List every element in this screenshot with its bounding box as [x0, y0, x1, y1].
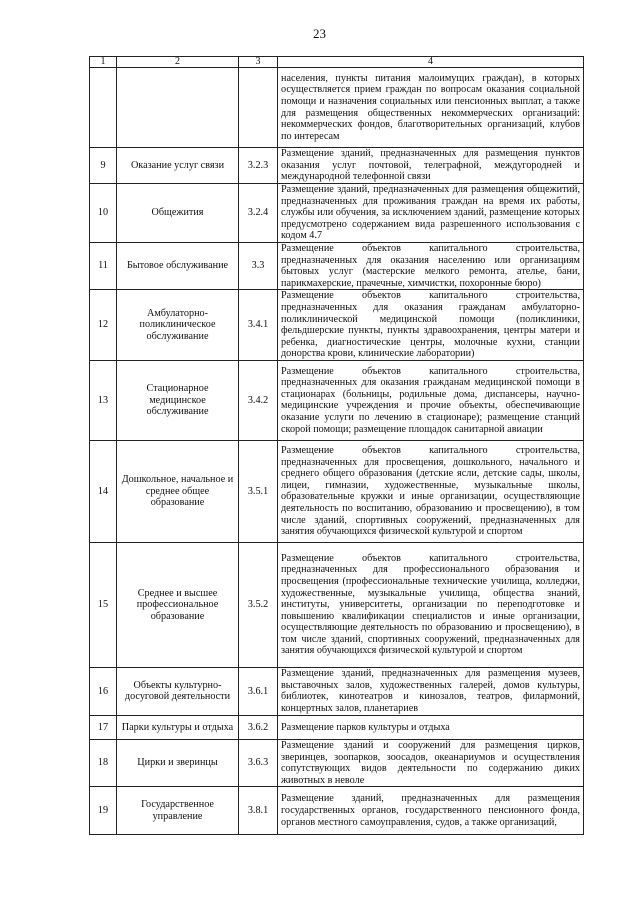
- row-number: 16: [90, 667, 117, 715]
- row-use-name: Стационарное медицинское обслуживание: [117, 360, 239, 440]
- row-use-name: Парки культуры и отдыха: [117, 715, 239, 739]
- row-number: 9: [90, 148, 117, 184]
- row-use-code: 3.4.2: [239, 360, 278, 440]
- header-row: [90, 57, 584, 68]
- row-description: Размещение зданий и сооружений для размещения цирков, зверинцев, зоопарков, зоосадов, океанариумов и осуществления сопутствующих видов деятельности по содержанию диких животных в неволе: [278, 739, 584, 786]
- row-description: населения, пункты питания малоимущих граждан), в которых осуществляется прием граждан по вопросам оказания социальной помощи и назначения социальных или пенсионных выплат, а также для размещения общественных некоммерческих организаций: некоммерческих фондов, благотворительных организаций, клубов по интересам: [278, 68, 584, 148]
- page-number: 23: [313, 26, 326, 41]
- row-number: 15: [90, 542, 117, 667]
- table-row: [90, 667, 584, 715]
- row-number: 11: [90, 242, 117, 289]
- row-use-code: 3.8.1: [239, 787, 278, 835]
- row-number: 12: [90, 290, 117, 361]
- row-description: Размещение зданий, предназначенных для размещения общежитий, предназначенных для проживания граждан на время их работы, службы или обучения, за исключением зданий, размещение которых предусмотрено содержанием вида разрешенного использования с кодом 4.7: [278, 184, 584, 243]
- row-description: Размещение зданий, предназначенных для размещения государственных органов, государственного пенсионного фонда, органов местного самоуправления, судов, а также организаций,: [278, 787, 584, 835]
- table-row: [90, 440, 584, 542]
- table-row: [90, 360, 584, 440]
- header-cell-num: 1: [90, 57, 117, 68]
- row-use-name: Общежития: [117, 184, 239, 243]
- row-description: Размещение объектов капитального строительства, предназначенных для профессионального образования и просвещения (профессиональные технические училища, колледжи, художественные, музыкальные училища, общества знаний, институты, университеты, организации по переподготовке и повышению квалификации специалистов и иные организации, осуществляющие деятельность по образованию и просвещению), в том числе зданий, спортивных сооружений, предназначенных для занятия обучающихся физической культурой и спортом: [278, 542, 584, 667]
- row-use-code: 3.6.3: [239, 739, 278, 786]
- row-use-code: 3.2.3: [239, 148, 278, 184]
- table-row: [90, 715, 584, 739]
- row-use-code: 3.5.1: [239, 440, 278, 542]
- row-use-name: Государственное управление: [117, 787, 239, 835]
- row-use-code: [239, 68, 278, 148]
- row-use-name: Цирки и зверинцы: [117, 739, 239, 786]
- row-use-code: 3.4.1: [239, 290, 278, 361]
- row-number: 17: [90, 715, 117, 739]
- table-row: [90, 68, 584, 148]
- row-description: Размещение объектов капитального строительства, предназначенных для оказания гражданам медицинской помощи в стационарах (больницы, родильные дома, диспансеры, научно-медицинские учреждения и прочие объекты, обеспечивающие оказание услуги по лечению в стационаре); размещение станций скорой помощи; размещение площадок санитарной авиации: [278, 360, 584, 440]
- table-row: [90, 184, 584, 243]
- row-description: Размещение зданий, предназначенных для размещения пунктов оказания услуг почтовой, телеграфной, междугородней и международной телефонной связи: [278, 148, 584, 184]
- row-number: 13: [90, 360, 117, 440]
- row-use-code: 3.6.2: [239, 715, 278, 739]
- row-number: [90, 68, 117, 148]
- table-row: [90, 542, 584, 667]
- table-row: [90, 242, 584, 289]
- row-use-name: Среднее и высшее профессиональное образование: [117, 542, 239, 667]
- land-use-table: [89, 56, 584, 835]
- row-number: 14: [90, 440, 117, 542]
- row-description: Размещение объектов капитального строительства, предназначенных для просвещения, дошкольного, начального и среднего общего образования (детские ясли, детские сады, школы, лицеи, гимназии, художественные, музыкальные школы, образовательные кружки и иные организации, осуществляющие деятельность по воспитанию, образованию и просвещению), в том числе зданий, спортивных сооружений, предназначенных для занятия обучающихся физической культурой и спортом: [278, 440, 584, 542]
- table-row: [90, 148, 584, 184]
- table-row: [90, 739, 584, 786]
- row-description: Размещение объектов капитального строительства, предназначенных для оказания населению или организациям бытовых услуг (мастерские мелкого ремонта, ателье, бани, парикмахерские, прачечные, химчистки, похоронные бюро): [278, 242, 584, 289]
- row-use-name: Оказание услуг связи: [117, 148, 239, 184]
- row-description: Размещение парков культуры и отдыха: [278, 715, 584, 739]
- row-use-code: 3.3: [239, 242, 278, 289]
- row-use-name: Объекты культурно-досуговой деятельности: [117, 667, 239, 715]
- row-use-name: Бытовое обслуживание: [117, 242, 239, 289]
- header-cell-desc: 4: [278, 57, 584, 68]
- table-row: [90, 787, 584, 835]
- row-use-name: Амбулаторно-поликлиническое обслуживание: [117, 290, 239, 361]
- row-number: 19: [90, 787, 117, 835]
- row-use-name: [117, 68, 239, 148]
- row-number: 18: [90, 739, 117, 786]
- row-number: 10: [90, 184, 117, 243]
- row-use-code: 3.5.2: [239, 542, 278, 667]
- header-cell-code: 3: [239, 57, 278, 68]
- header-cell-name: 2: [117, 57, 239, 68]
- row-use-code: 3.2.4: [239, 184, 278, 243]
- row-description: Размещение объектов капитального строительства, предназначенных для оказания гражданам амбулаторно-поликлинической медицинской помощи (поликлиники, фельдшерские пункты, пункты здравоохранения, центры матери и ребенка, диагностические центры, молочные кухни, станции донорства крови, клинические лаборатории): [278, 290, 584, 361]
- table-body: [90, 57, 584, 835]
- table-row: [90, 290, 584, 361]
- row-use-name: Дошкольное, начальное и среднее общее образование: [117, 440, 239, 542]
- row-description: Размещение зданий, предназначенных для размещения музеев, выставочных залов, художественных галерей, домов культуры, библиотек, кинотеатров и кинозалов, театров, филармоний, концертных залов, планетариев: [278, 667, 584, 715]
- row-use-code: 3.6.1: [239, 667, 278, 715]
